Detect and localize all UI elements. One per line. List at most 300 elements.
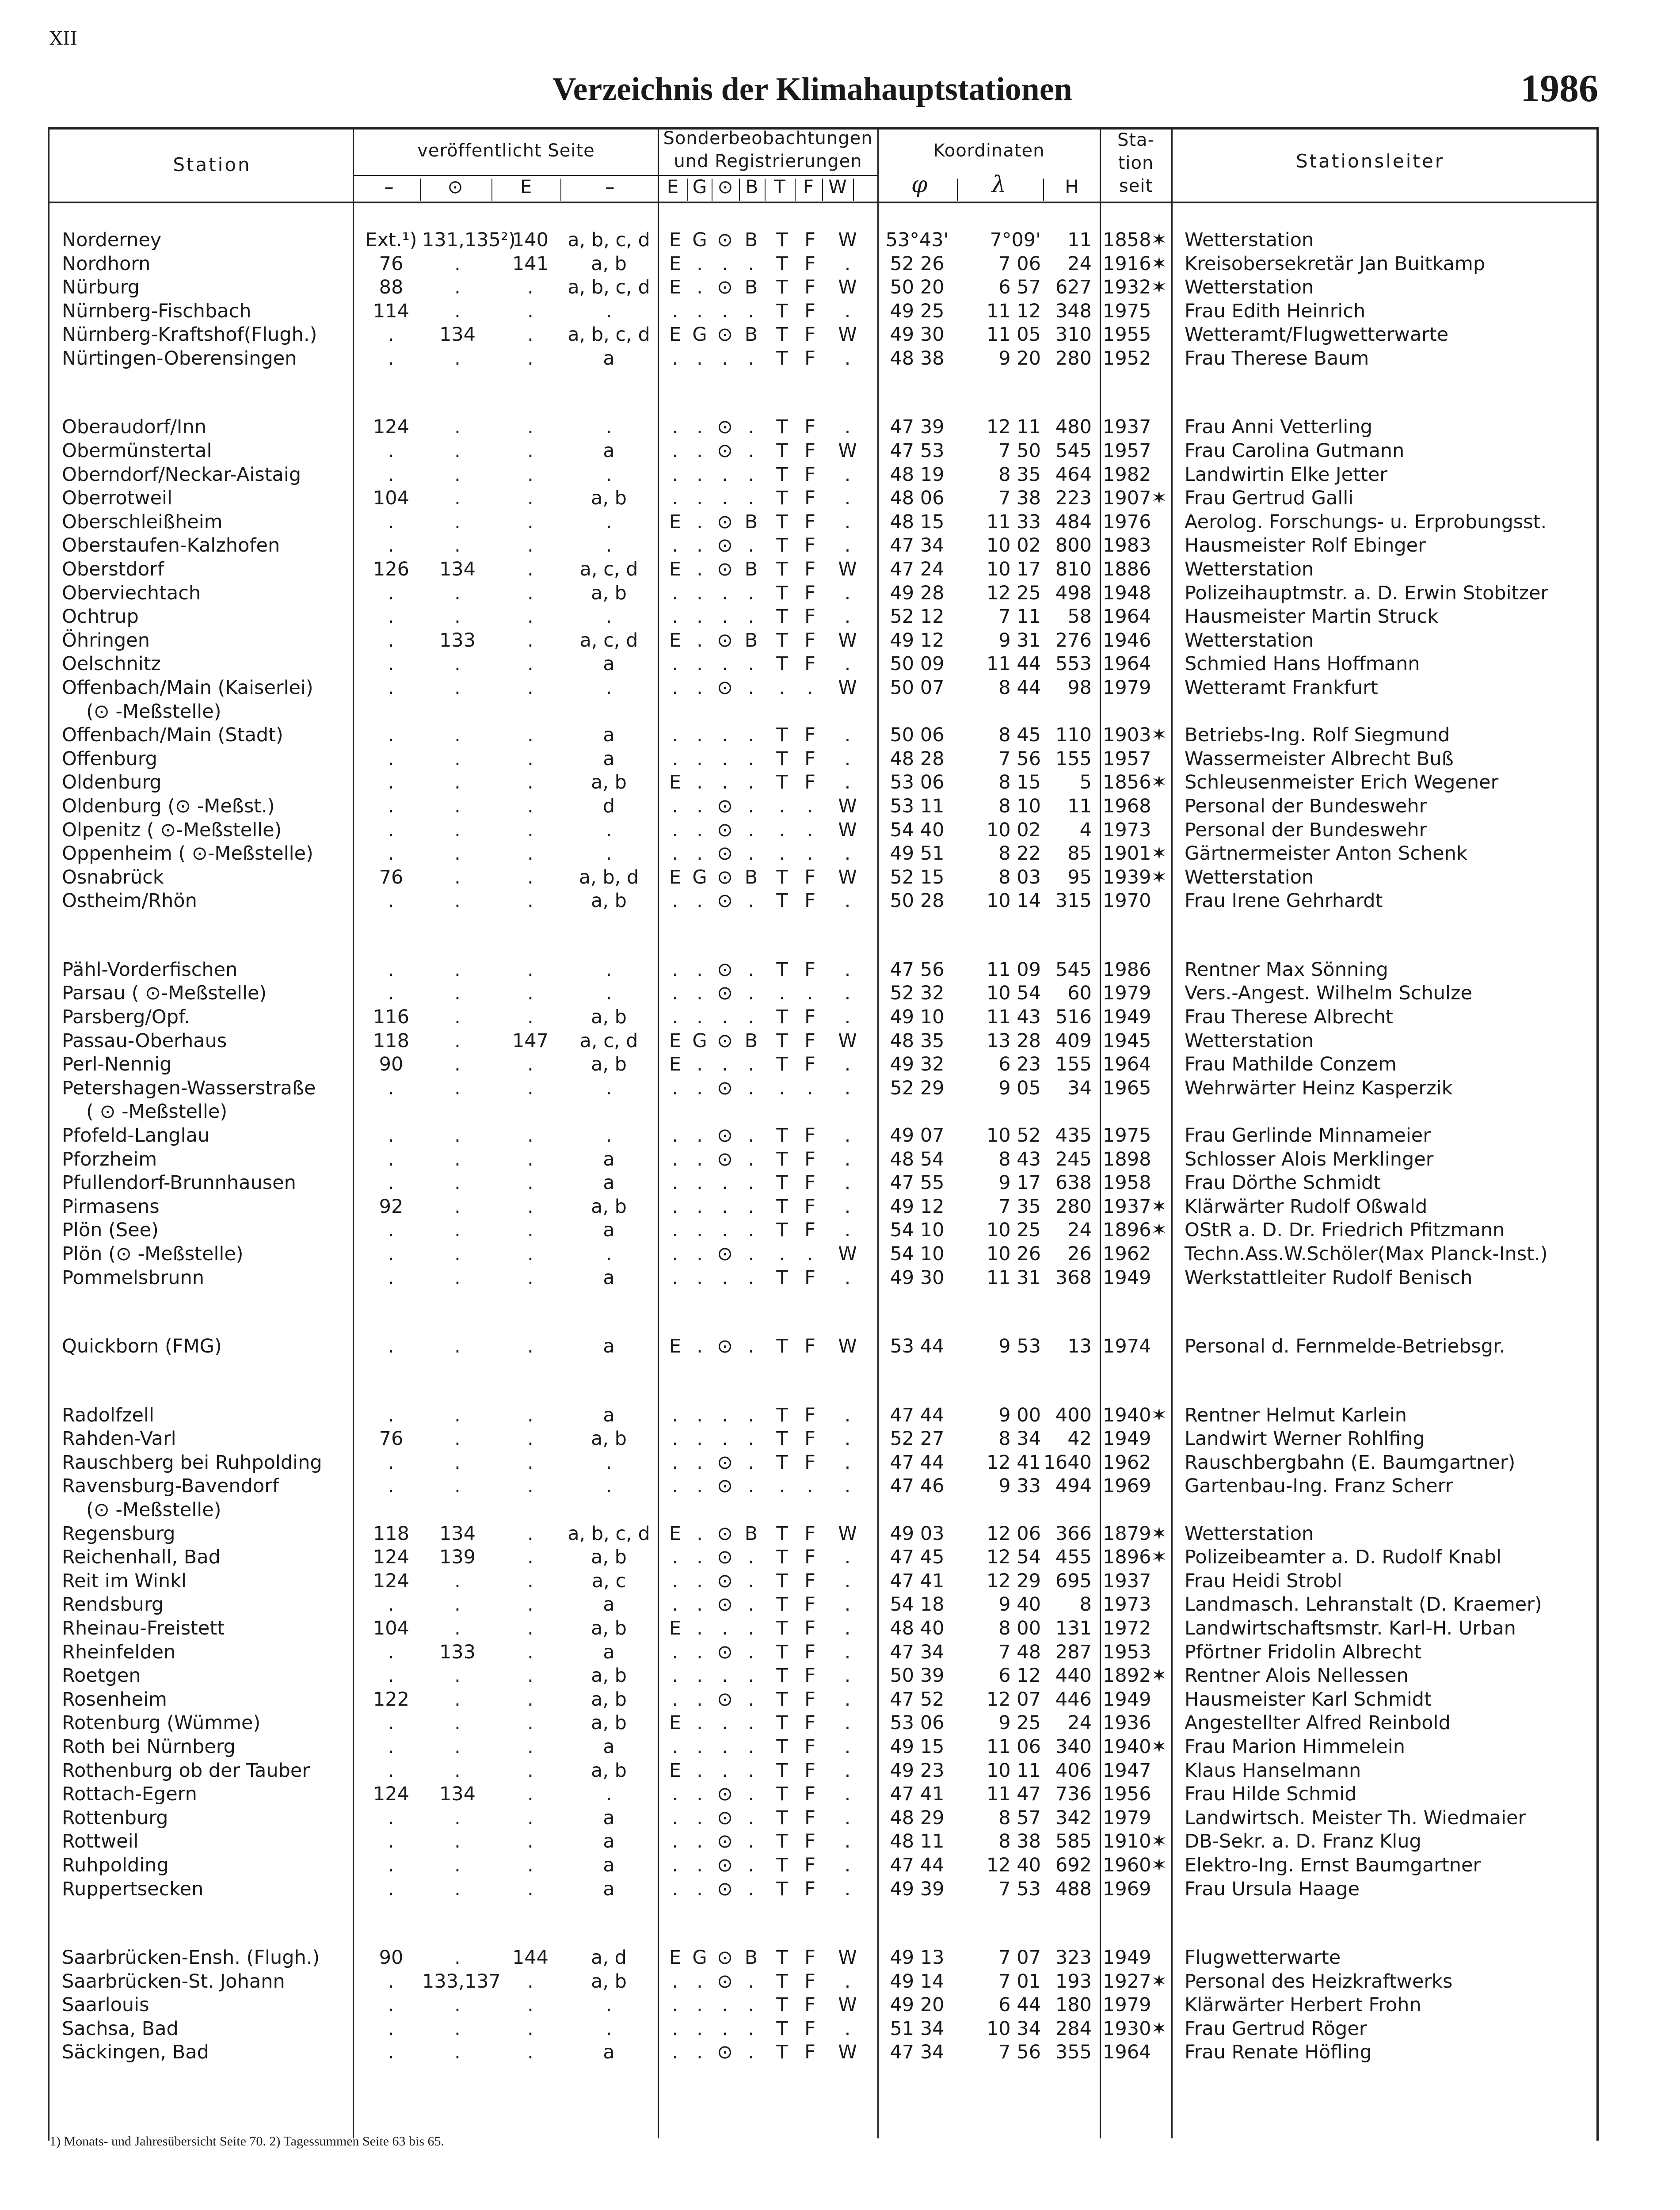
pub-page-4: .: [606, 1783, 612, 1805]
special-g: G: [692, 229, 707, 251]
special-sun: ⊙: [716, 795, 733, 817]
height: 800: [1055, 534, 1092, 556]
special-sun: .: [722, 1219, 728, 1241]
pub-page-1: .: [388, 2018, 394, 2040]
special-w: .: [844, 1783, 851, 1805]
special-t: T: [776, 653, 788, 675]
station-name: Pähl-Vorderfischen: [62, 959, 238, 981]
pub-page-3: .: [527, 1172, 533, 1194]
pub-page-1: .: [388, 347, 394, 370]
height: 1640: [1043, 1452, 1092, 1474]
special-g: .: [697, 416, 703, 438]
longitude: 7 48: [998, 1641, 1041, 1663]
special-sun: ⊙: [716, 1854, 733, 1876]
special-t: T: [776, 1006, 788, 1028]
pub-page-1: 92: [379, 1196, 404, 1218]
pub-page-4: a, b: [591, 487, 627, 509]
special-w: .: [844, 1267, 851, 1289]
longitude: 12 11: [986, 416, 1041, 438]
table-row: [0, 1243, 1680, 1266]
special-g: .: [697, 1878, 703, 1900]
special-e: .: [672, 1994, 678, 2016]
height: 193: [1055, 1970, 1092, 1993]
special-f: F: [804, 347, 815, 370]
special-g: .: [697, 1267, 703, 1289]
pub-page-3: .: [527, 890, 533, 912]
station-name: Oberstdorf: [62, 558, 164, 580]
table-row: [0, 1030, 1680, 1053]
header-sp-sun: ⊙: [717, 176, 733, 198]
station-since: 1940✶: [1103, 1404, 1167, 1426]
pub-page-3: .: [527, 795, 533, 817]
pub-page-4: a, b: [591, 1196, 627, 1218]
pub-page-4: a, b: [591, 1712, 627, 1734]
height: 409: [1055, 1030, 1092, 1052]
special-g: .: [697, 1688, 703, 1711]
pub-page-1: .: [388, 1148, 394, 1170]
station-leader: Frau Mathilde Conzem: [1185, 1053, 1397, 1075]
special-t: T: [776, 464, 788, 486]
latitude: 50 28: [890, 890, 945, 912]
station-leader: Frau Renate Höfling: [1185, 2041, 1372, 2063]
special-t: .: [779, 982, 785, 1004]
station-name: Oldenburg (⊙ -Meßst.): [62, 795, 275, 817]
special-sun: .: [722, 487, 728, 509]
pub-page-4: .: [606, 1243, 612, 1265]
special-e: E: [669, 1617, 682, 1639]
longitude: 11 43: [986, 1006, 1041, 1028]
station-since: 1937: [1103, 1570, 1151, 1592]
special-w: .: [844, 771, 851, 793]
latitude: 52 15: [890, 866, 945, 888]
special-e: .: [672, 416, 678, 438]
special-b: .: [748, 1546, 754, 1568]
special-w: .: [844, 959, 851, 981]
height: 8: [1079, 1593, 1092, 1616]
pub-page-3: .: [527, 1077, 533, 1099]
pub-page-4: .: [606, 959, 612, 981]
station-leader: OStR a. D. Dr. Friedrich Pfitzmann: [1185, 1219, 1505, 1241]
station-name: Öhringen: [62, 629, 150, 652]
special-sun: .: [722, 464, 728, 486]
latitude: 50 07: [890, 677, 945, 699]
pub-page-1: .: [388, 890, 394, 912]
special-e: E: [669, 771, 682, 793]
pub-page-2: 134: [439, 558, 476, 580]
header-since-2: tion: [1118, 153, 1154, 173]
special-e: E: [669, 1053, 682, 1075]
special-f: F: [804, 300, 815, 322]
special-sun: ⊙: [716, 1947, 733, 1969]
header-lambda: λ: [991, 171, 1006, 198]
station-leader: Polizeihauptmstr. a. D. Erwin Stobitzer: [1185, 582, 1549, 604]
station-name: Roetgen: [62, 1665, 141, 1687]
pub-page-1: 76: [379, 866, 404, 888]
special-w: W: [838, 1947, 857, 1969]
special-f: F: [804, 1994, 815, 2016]
special-b: .: [748, 1970, 754, 1993]
special-sun: ⊙: [716, 1783, 733, 1805]
latitude: 49 23: [890, 1760, 945, 1782]
pub-page-3: .: [527, 1783, 533, 1805]
special-t: T: [776, 1830, 788, 1852]
pub-page-1: .: [388, 534, 394, 556]
station-name: Oberaudorf/Inn: [62, 416, 206, 438]
height: 24: [1067, 253, 1092, 275]
special-f: F: [804, 1335, 815, 1357]
pub-page-3: .: [527, 1404, 533, 1426]
station-since: 1960✶: [1103, 1854, 1167, 1876]
station-since: 1975: [1103, 1124, 1151, 1147]
special-w: .: [844, 1712, 851, 1734]
latitude: 49 12: [890, 629, 945, 652]
special-t: T: [776, 1760, 788, 1782]
station-since: 1916✶: [1103, 253, 1167, 275]
special-f: F: [804, 1030, 815, 1052]
longitude: 7 07: [998, 1947, 1041, 1969]
special-b: .: [748, 1196, 754, 1218]
pub-page-2: .: [454, 1736, 461, 1758]
station-name: Reichenhall, Bad: [62, 1546, 221, 1568]
special-w: .: [844, 464, 851, 486]
pub-page-2: 133,137: [422, 1970, 501, 1993]
longitude: 7 35: [998, 1196, 1041, 1218]
special-b: .: [748, 1688, 754, 1711]
special-t: T: [776, 1546, 788, 1568]
pub-page-2: .: [454, 276, 461, 298]
special-f: .: [807, 1077, 813, 1099]
special-b: B: [744, 229, 758, 251]
special-g: .: [697, 464, 703, 486]
longitude: 7 11: [998, 606, 1041, 628]
special-f: F: [804, 1760, 815, 1782]
special-w: W: [838, 629, 857, 652]
pub-page-1: .: [388, 1854, 394, 1876]
special-sun: ⊙: [716, 1335, 733, 1357]
special-g: .: [697, 1760, 703, 1782]
height: 446: [1055, 1688, 1092, 1711]
special-b: B: [744, 866, 758, 888]
special-b: .: [748, 1593, 754, 1616]
pub-page-2: .: [454, 866, 461, 888]
special-b: .: [748, 1854, 754, 1876]
pub-page-1: .: [388, 511, 394, 533]
special-e: .: [672, 464, 678, 486]
latitude: 50 39: [890, 1665, 945, 1687]
special-g: .: [697, 1077, 703, 1099]
latitude: 54 10: [890, 1219, 945, 1241]
pub-page-3: .: [527, 1807, 533, 1829]
special-f: F: [804, 1878, 815, 1900]
pub-page-1: 88: [379, 276, 404, 298]
table-row: [0, 1546, 1680, 1569]
latitude: 49 30: [890, 324, 945, 346]
longitude: 11 05: [986, 324, 1041, 346]
special-e: .: [672, 1665, 678, 1687]
pub-page-3: .: [527, 724, 533, 746]
special-g: .: [697, 1172, 703, 1194]
latitude: 48 29: [890, 1807, 945, 1829]
special-sun: ⊙: [716, 1878, 733, 1900]
station-name: ( ⊙ -Meßstelle): [86, 1101, 228, 1123]
pub-page-1: 116: [373, 1006, 410, 1028]
pub-page-2: .: [454, 1335, 461, 1357]
special-t: T: [776, 253, 788, 275]
special-f: F: [804, 606, 815, 628]
special-b: .: [748, 1665, 754, 1687]
table-row: [0, 1665, 1680, 1688]
special-f: F: [804, 558, 815, 580]
pub-page-4: a: [603, 1148, 615, 1170]
special-e: E: [669, 511, 682, 533]
station-since: 1973: [1103, 1593, 1151, 1616]
special-w: .: [844, 1452, 851, 1474]
special-g: .: [697, 1196, 703, 1218]
special-e: E: [669, 629, 682, 652]
special-t: T: [776, 1172, 788, 1194]
pub-page-3: .: [527, 2041, 533, 2063]
station-name: Saarbrücken-Ensh. (Flugh.): [62, 1947, 320, 1969]
special-sun: ⊙: [716, 534, 733, 556]
latitude: 47 34: [890, 2041, 945, 2063]
station-since: 1901✶: [1103, 842, 1167, 865]
height: 406: [1055, 1760, 1092, 1782]
special-sun: .: [722, 1006, 728, 1028]
special-sun: .: [722, 1428, 728, 1450]
special-e: .: [672, 842, 678, 865]
special-sun: .: [722, 253, 728, 275]
pub-page-3: .: [527, 677, 533, 699]
special-g: .: [697, 1830, 703, 1852]
special-e: .: [672, 1546, 678, 1568]
pub-page-4: a, b: [591, 771, 627, 793]
longitude: 11 31: [986, 1267, 1041, 1289]
height: 5: [1079, 771, 1092, 793]
special-t: T: [776, 1994, 788, 2016]
station-leader: Hausmeister Rolf Ebinger: [1185, 534, 1426, 556]
table-row: [0, 606, 1680, 629]
height: 464: [1055, 464, 1092, 486]
special-b: .: [748, 1335, 754, 1357]
pub-page-3: .: [527, 511, 533, 533]
special-w: W: [838, 1523, 857, 1545]
table-row: [0, 1101, 1680, 1124]
pub-page-1: .: [388, 1335, 394, 1357]
station-name: Passau-Oberhaus: [62, 1030, 227, 1052]
special-t: T: [776, 1404, 788, 1426]
pub-page-1: 76: [379, 1428, 404, 1450]
pub-page-3: .: [527, 1736, 533, 1758]
latitude: 48 11: [890, 1830, 945, 1852]
table-row: [0, 1807, 1680, 1830]
special-e: E: [669, 1760, 682, 1782]
height: 348: [1055, 300, 1092, 322]
pub-page-2: .: [454, 677, 461, 699]
station-leader: Schmied Hans Hoffmann: [1185, 653, 1420, 675]
special-b: .: [748, 1267, 754, 1289]
pub-page-2: .: [454, 1947, 461, 1969]
special-g: .: [697, 440, 703, 462]
station-since: 1979: [1103, 1807, 1151, 1829]
pub-page-3: .: [527, 324, 533, 346]
station-leader: Wetterstation: [1185, 276, 1314, 298]
special-b: .: [748, 1006, 754, 1028]
special-f: F: [804, 534, 815, 556]
station-name: Ravensburg-Bavendorf: [62, 1475, 279, 1497]
special-w: .: [844, 890, 851, 912]
pub-page-2: .: [454, 795, 461, 817]
latitude: 47 41: [890, 1570, 945, 1592]
table-row: [0, 558, 1680, 581]
latitude: 51 34: [890, 2018, 945, 2040]
special-w: .: [844, 1172, 851, 1194]
station-leader: Hausmeister Martin Struck: [1185, 606, 1439, 628]
station-leader: Frau Edith Heinrich: [1185, 300, 1366, 322]
station-name: Quickborn (FMG): [62, 1335, 222, 1357]
special-t: T: [776, 1947, 788, 1969]
special-f: .: [807, 842, 813, 865]
table-row: [0, 1736, 1680, 1759]
special-sun: ⊙: [716, 1243, 733, 1265]
latitude: 53 44: [890, 1335, 945, 1357]
pub-page-1: .: [388, 819, 394, 841]
station-leader: Frau Carolina Gutmann: [1185, 440, 1405, 462]
height: 638: [1055, 1172, 1092, 1194]
station-name: Oberviechtach: [62, 582, 201, 604]
table-row: [0, 629, 1680, 652]
latitude: 48 19: [890, 464, 945, 486]
pub-page-4: a, b: [591, 1665, 627, 1687]
special-f: .: [807, 982, 813, 1004]
special-e: .: [672, 1970, 678, 1993]
special-b: .: [748, 748, 754, 770]
station-since: 1964: [1103, 653, 1151, 675]
special-w: .: [844, 487, 851, 509]
longitude: 12 41: [986, 1452, 1041, 1474]
special-f: F: [804, 1593, 815, 1616]
pub-page-3: .: [527, 558, 533, 580]
special-w: W: [838, 1994, 857, 2016]
special-sun: ⊙: [716, 440, 733, 462]
latitude: 47 34: [890, 1641, 945, 1663]
station-leader: Personal des Heizkraftwerks: [1185, 1970, 1453, 1993]
latitude: 49 28: [890, 582, 945, 604]
special-sun: .: [722, 748, 728, 770]
pub-page-2: .: [454, 534, 461, 556]
special-b: .: [748, 1760, 754, 1782]
height: 435: [1055, 1124, 1092, 1147]
pub-page-4: a, b: [591, 1006, 627, 1028]
latitude: 49 03: [890, 1523, 945, 1545]
pub-page-3: .: [527, 1546, 533, 1568]
pub-page-4: a: [603, 1736, 615, 1758]
pub-page-2: .: [454, 440, 461, 462]
special-t: T: [776, 1570, 788, 1592]
station-since: 1952: [1103, 347, 1151, 370]
special-g: .: [697, 1641, 703, 1663]
station-name: Norderney: [62, 229, 162, 251]
table-row: [0, 440, 1680, 463]
pub-page-4: a, b: [591, 1760, 627, 1782]
height: 692: [1055, 1854, 1092, 1876]
height: 516: [1055, 1006, 1092, 1028]
special-b: .: [748, 1570, 754, 1592]
pub-page-4: a, d: [591, 1947, 627, 1969]
pub-page-3: .: [527, 1452, 533, 1474]
special-w: .: [844, 1077, 851, 1099]
pub-page-3: .: [527, 1196, 533, 1218]
special-g: .: [697, 748, 703, 770]
height: 287: [1055, 1641, 1092, 1663]
height: 488: [1055, 1878, 1092, 1900]
special-e: .: [672, 2018, 678, 2040]
special-f: F: [804, 2041, 815, 2063]
longitude: 6 44: [998, 1994, 1041, 2016]
special-b: .: [748, 1428, 754, 1450]
station-since: 1955: [1103, 324, 1151, 346]
pub-page-1: .: [388, 1807, 394, 1829]
special-w: W: [838, 558, 857, 580]
pub-page-2: .: [454, 819, 461, 841]
special-f: F: [804, 629, 815, 652]
longitude: 10 17: [986, 558, 1041, 580]
pub-page-1: .: [388, 1077, 394, 1099]
footnote: 1) Monats- und Jahresübersicht Seite 70. 2) Tagessummen Seite 63 bis 65.: [50, 2134, 445, 2149]
pub-page-2: .: [454, 1404, 461, 1426]
special-e: .: [672, 347, 678, 370]
special-sun: ⊙: [716, 511, 733, 533]
height: 13: [1067, 1335, 1092, 1357]
latitude: 47 44: [890, 1452, 945, 1474]
latitude: 49 10: [890, 1006, 945, 1028]
pub-page-1: .: [388, 582, 394, 604]
special-f: F: [804, 1712, 815, 1734]
latitude: 52 29: [890, 1077, 945, 1099]
special-b: .: [748, 653, 754, 675]
station-name: Oberrotweil: [62, 487, 172, 509]
special-sun: .: [722, 1267, 728, 1289]
special-f: .: [807, 819, 813, 841]
station-since: 1948: [1103, 582, 1151, 604]
pub-page-1: .: [388, 1172, 394, 1194]
station-leader: Frau Gertrud Röger: [1185, 2018, 1367, 2040]
pub-page-2: .: [454, 1807, 461, 1829]
station-since: 1970: [1103, 890, 1151, 912]
pub-page-3: .: [527, 1475, 533, 1497]
table-row: [0, 819, 1680, 842]
pub-page-3: .: [527, 653, 533, 675]
special-w: .: [844, 1665, 851, 1687]
header-published: veröffentlicht Seite: [417, 141, 595, 161]
longitude: 7°09': [990, 229, 1041, 251]
table-row: [0, 300, 1680, 323]
station-since: 1962: [1103, 1243, 1151, 1265]
height: 553: [1055, 653, 1092, 675]
pub-page-3: .: [527, 748, 533, 770]
pub-page-4: a, c: [591, 1570, 626, 1592]
special-sun: .: [722, 606, 728, 628]
special-b: .: [748, 1053, 754, 1075]
station-since: 1896✶: [1103, 1219, 1167, 1241]
longitude: 9 17: [998, 1172, 1041, 1194]
pub-page-2: .: [454, 1006, 461, 1028]
special-t: T: [776, 1593, 788, 1616]
latitude: 47 52: [890, 1688, 945, 1711]
longitude: 9 05: [998, 1077, 1041, 1099]
special-t: T: [776, 416, 788, 438]
special-sun: ⊙: [716, 842, 733, 865]
header-station: Station: [173, 154, 251, 175]
